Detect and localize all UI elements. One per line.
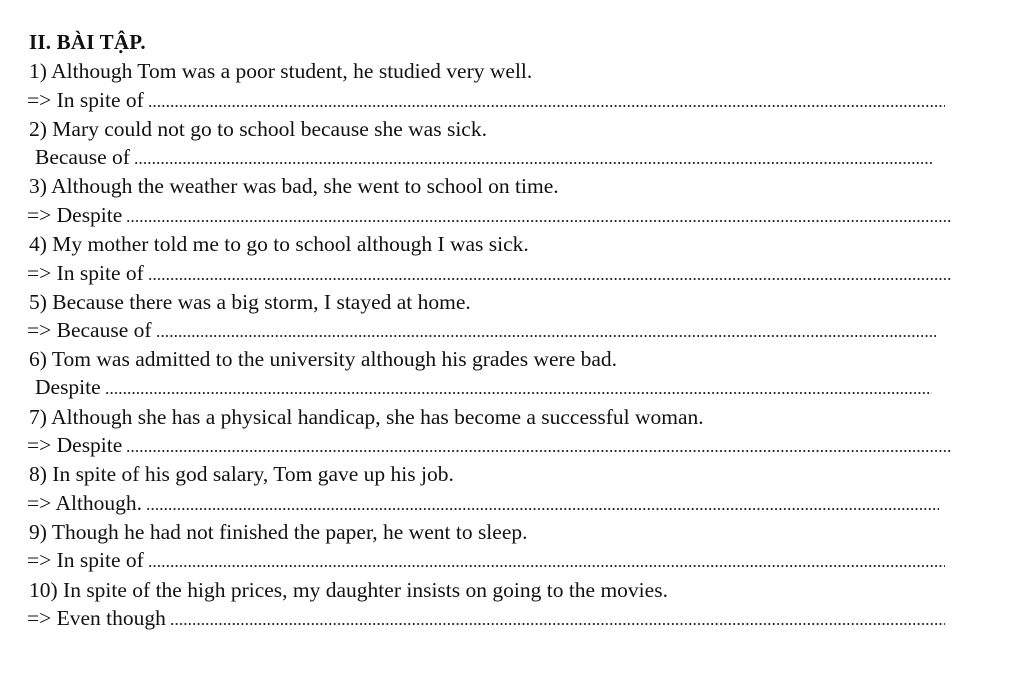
answer-blank-5 (156, 335, 936, 337)
answer-line-5 (27, 316, 936, 344)
answer-line-4 (27, 259, 951, 287)
answer-blank-4 (148, 278, 951, 280)
answer-blank-3 (126, 220, 951, 222)
exercise-sentence-2: 2) Mary could not go to school because she was sick. (29, 117, 487, 141)
exercise-sentence-5: 5) Because there was a big storm, I stayed at home. (29, 290, 471, 314)
answer-prompt-1: => In spite of (27, 88, 144, 112)
exercise-sentence-6: 6) Tom was admitted to the university although his grades were bad. (29, 347, 618, 371)
answer-blank-1 (148, 105, 945, 107)
exercise-sentence-3: 3) Although the weather was bad, she went to school on time. (29, 174, 559, 198)
answer-prompt-2: Because of (35, 145, 130, 169)
answer-line-3 (27, 201, 951, 229)
answer-line-9 (27, 546, 945, 574)
exercise-sentence-9: 9) Though he had not finished the paper, he went to sleep. (29, 520, 528, 544)
answer-prompt-7: => Despite (27, 433, 123, 457)
answer-prompt-10: => Even though (27, 606, 166, 630)
section-heading: II. BÀI TẬP. (29, 30, 146, 54)
answer-line-8 (27, 489, 939, 517)
answer-prompt-4: => In spite of (27, 261, 144, 285)
answer-prompt-3: => Despite (27, 203, 123, 227)
exercise-sentence-10: 10) In spite of the high prices, my daughter insists on going to the movies. (29, 578, 668, 602)
answer-line-2 (35, 143, 932, 171)
answer-prompt-8: => Although. (27, 491, 143, 515)
answer-line-1 (27, 86, 945, 114)
exercise-sentence-1: 1) Although Tom was a poor student, he studied very well. (29, 59, 533, 83)
answer-line-7 (27, 431, 951, 459)
answer-blank-7 (126, 450, 951, 452)
answer-blank-2 (134, 162, 932, 164)
answer-blank-8 (146, 508, 939, 510)
answer-prompt-9: => In spite of (27, 548, 144, 572)
answer-prompt-5: => Because of (27, 318, 152, 342)
exercise-sentence-4: 4) My mother told me to go to school although I was sick. (29, 232, 529, 256)
answer-line-10 (27, 604, 945, 632)
answer-line-6 (35, 373, 932, 401)
answer-prompt-6: Despite (35, 375, 101, 399)
answer-blank-9 (148, 565, 945, 567)
answer-blank-6 (105, 392, 932, 394)
exercise-sentence-7: 7) Although she has a physical handicap, she has become a successful woman. (29, 405, 704, 429)
answer-blank-10 (170, 623, 945, 625)
exercise-sentence-8: 8) In spite of his god salary, Tom gave up his job. (29, 462, 454, 486)
